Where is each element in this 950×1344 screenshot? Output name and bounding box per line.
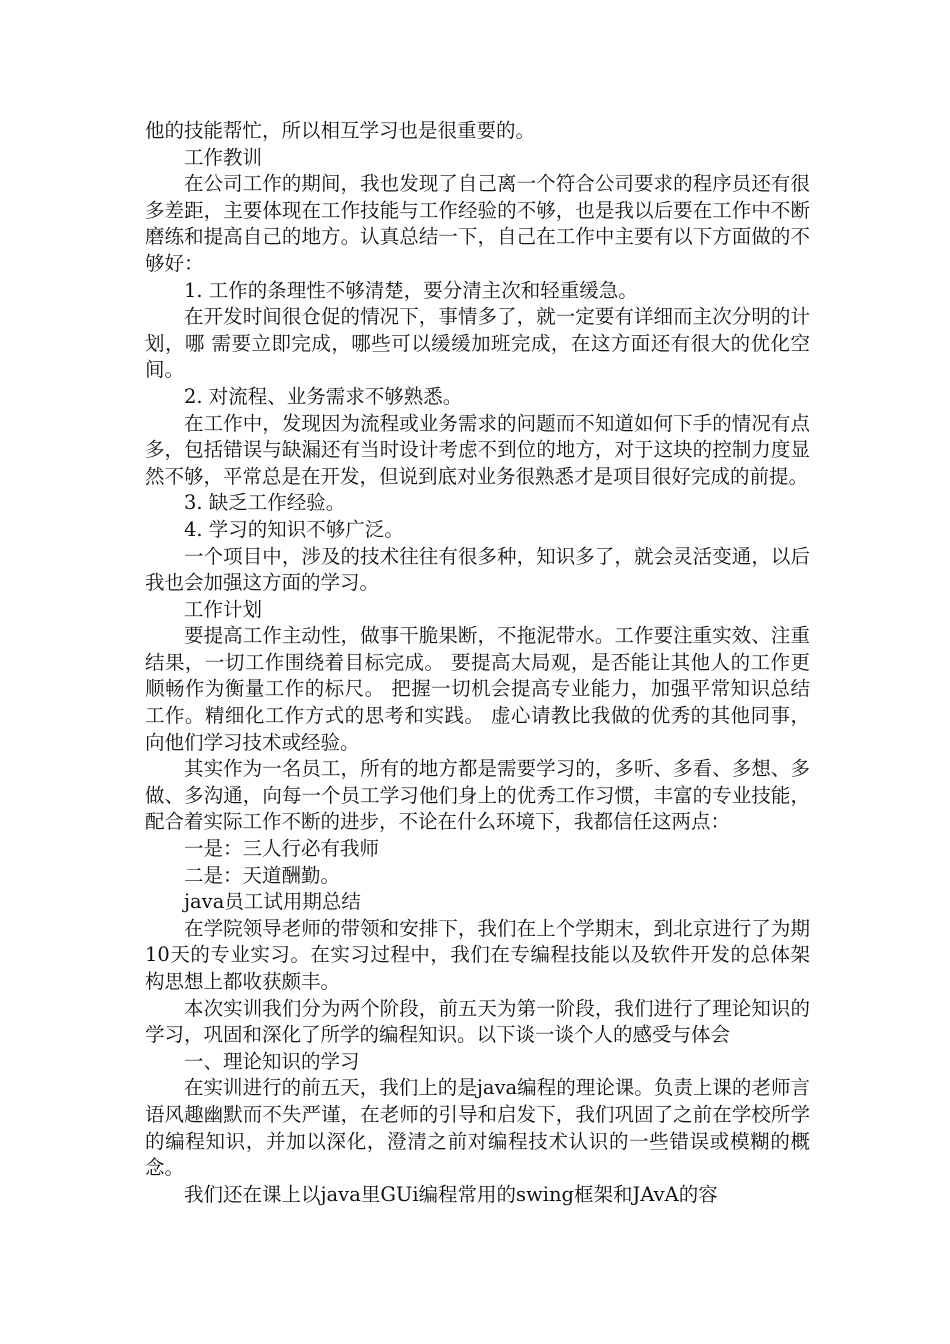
section-heading: 一、理论知识的学习 bbox=[184, 1049, 360, 1073]
list-item: 4. 学习的知识不够广泛。 bbox=[184, 517, 404, 541]
paragraph: 在实训进行的前五天，我们上的是java编程的理论课。负责上课的老师言语风趣幽默而不失严谨，在老师的引导和启发下，我们巩固了之前在学校所学的编程知识，并加以深化，澄清之前对编程技术认识的一些错误或模糊的概念。 bbox=[145, 1076, 810, 1180]
paragraph: 一个项目中，涉及的技术往往有很多种，知识多了，就会灵活变通，以后我也会加强这方面的学习。 bbox=[145, 544, 810, 595]
paragraph: 其实作为一名员工，所有的地方都是需要学习的，多听、多看、多想、多做、多沟通，向每一个员工学习他们身上的优秀工作习惯，丰富的专业技能，配合着实际工作不断的进步，不论在什么环境下，我都信任这两点： bbox=[145, 757, 810, 834]
paragraph: 在开发时间很仓促的情况下，事情多了，就一定要有详细而主次分明的计划，哪 需要立即完成，哪些可以缓缓加班完成，在这方面还有很大的优化空间。 bbox=[145, 305, 810, 382]
paragraph: 他的技能帮忙，所以相互学习也是很重要的。 bbox=[145, 119, 536, 142]
paragraph: 在工作中，发现因为流程或业务需求的问题而不知道如何下手的情况有点多，包括错误与缺漏还有当时设计考虑不到位的地方，对于这块的控制力度显然不够，平常总是在开发，但说到底对业务很熟悉才是项目很好完成的前提。 bbox=[145, 411, 810, 488]
section-heading: 工作教训 bbox=[184, 145, 263, 169]
list-item: 3. 缺乏工作经验。 bbox=[184, 491, 346, 515]
list-item: 2. 对流程、业务需求不够熟悉。 bbox=[184, 384, 463, 408]
section-heading: java员工试用期总结 bbox=[184, 890, 361, 914]
paragraph: 在学院领导老师的带领和安排下，我们在上个学期末，到北京进行了为期10天的专业实习。在实习过程中，我们在专编程技能以及软件开发的总体架构思想上都收获颇丰。 bbox=[145, 916, 810, 993]
paragraph: 在公司工作的期间，我也发现了自己离一个符合公司要求的程序员还有很多差距，主要体现在工作技能与工作经验的不够，也是我以后要在工作中不断磨练和提高自己的地方。认真总结一下，自己在工作中主要有以下方面做的不够好： bbox=[145, 172, 810, 275]
list-item: 一是：三人行必有我师 bbox=[184, 837, 380, 861]
paragraph: 我们还在课上以java里GUi编程常用的swing框架和JAvA的容 bbox=[184, 1182, 718, 1206]
paragraph: 要提高工作主动性，做事干脆果断，不拖泥带水。工作要注重实效、注重结果，一切工作围绕着目标完成。 要提高大局观，是否能让其他人的工作更顺畅作为衡量工作的标尺。 把握一切机会提高专业能力，加强平常知识总结工作。精细化工作方式的思考和实践。 虚心请教比我做的优秀的其他同事，向他们学习技术或经验。 bbox=[145, 624, 810, 754]
list-item: 二是：天道酬勤。 bbox=[184, 863, 341, 887]
list-item: 1. 工作的条理性不够清楚，要分清主次和轻重缓急。 bbox=[184, 278, 638, 302]
section-heading: 工作计划 bbox=[184, 597, 263, 621]
document-page bbox=[145, 118, 810, 1208]
paragraph: 本次实训我们分为两个阶段，前五天为第一阶段，我们进行了理论知识的学习，巩固和深化了所学的编程知识。以下谈一谈个人的感受与体会 bbox=[145, 996, 810, 1047]
